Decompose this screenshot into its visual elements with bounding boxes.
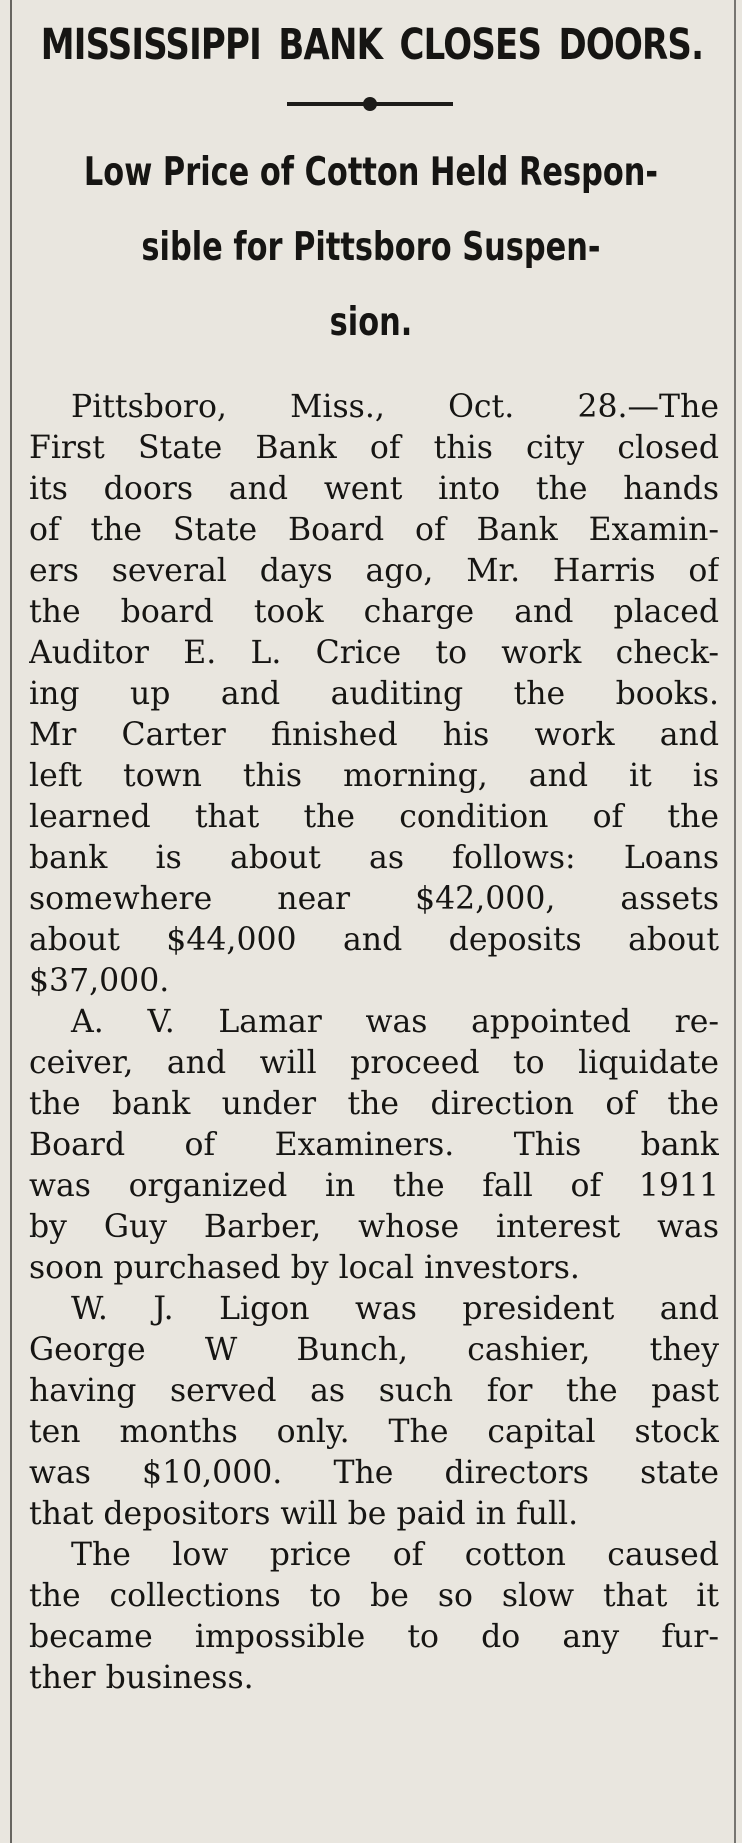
headline: MISSISSIPPI BANK CLOSES DOORS. [40, 20, 704, 70]
body-line: First State Bank of this city closed [29, 430, 719, 466]
body-line: about $44,000 and deposits about [29, 922, 719, 958]
body-line: the collections to be so slow that it [29, 1578, 719, 1614]
body-line: Pittsboro, Miss., Oct. 28.—The [71, 389, 719, 425]
body-line: ten months only. The capital stock [29, 1414, 719, 1450]
body-line: Auditor E. L. Crice to work check- [29, 635, 719, 671]
body-line: became impossible to do any fur- [29, 1619, 719, 1655]
body-line: having served as such for the past [29, 1373, 719, 1409]
body-line: ing up and auditing the books. [29, 676, 719, 712]
paragraph-cause [29, 1535, 719, 1699]
subheadline-line: sible for Pittsboro Suspen- [141, 225, 601, 270]
paragraph-officers [29, 1289, 719, 1535]
body-line: ceiver, and will proceed to liquidate [29, 1045, 719, 1081]
body-line: Mr Carter finished his work and [29, 717, 719, 753]
body-line: learned that the condition of the [29, 799, 719, 835]
body-line: The low price of cotton caused [71, 1537, 719, 1573]
body-line: $37,000. [29, 963, 170, 999]
body-line: soon purchased by local investors. [29, 1250, 580, 1286]
body-line: was organized in the fall of 1911 [29, 1168, 719, 1204]
body-line: that depositors will be paid in full. [29, 1496, 579, 1532]
body-line: ers several days ago, Mr. Harris of [29, 553, 719, 589]
subheadline-line: sion. [329, 300, 413, 345]
body-line: somewhere near $42,000, assets [29, 881, 719, 917]
body-line: the board took charge and placed [29, 594, 719, 630]
body-line: Board of Examiners. This bank [29, 1127, 719, 1163]
subheadline [0, 135, 742, 360]
body-line: the bank under the direction of the [29, 1086, 719, 1122]
body-line: ther business. [29, 1660, 254, 1696]
body-line: by Guy Barber, whose interest was [29, 1209, 719, 1245]
body-line: its doors and went into the hands [29, 471, 719, 507]
body-line: George W Bunch, cashier, they [29, 1332, 719, 1368]
body-line: A. V. Lamar was appointed re- [71, 1004, 719, 1040]
body-line: was $10,000. The directors state [29, 1455, 719, 1491]
paragraph-dateline [29, 387, 719, 1002]
divider-ornament [363, 97, 377, 111]
body-line: W. J. Ligon was president and [71, 1291, 719, 1327]
body-line: of the State Board of Bank Examin- [29, 512, 719, 548]
subheadline-line: Low Price of Cotton Held Respon- [83, 150, 659, 195]
body-line: left town this morning, and it is [29, 758, 719, 794]
paragraph-receiver [29, 1002, 719, 1289]
body-line: bank is about as follows: Loans [29, 840, 719, 876]
article-body [29, 387, 719, 1699]
